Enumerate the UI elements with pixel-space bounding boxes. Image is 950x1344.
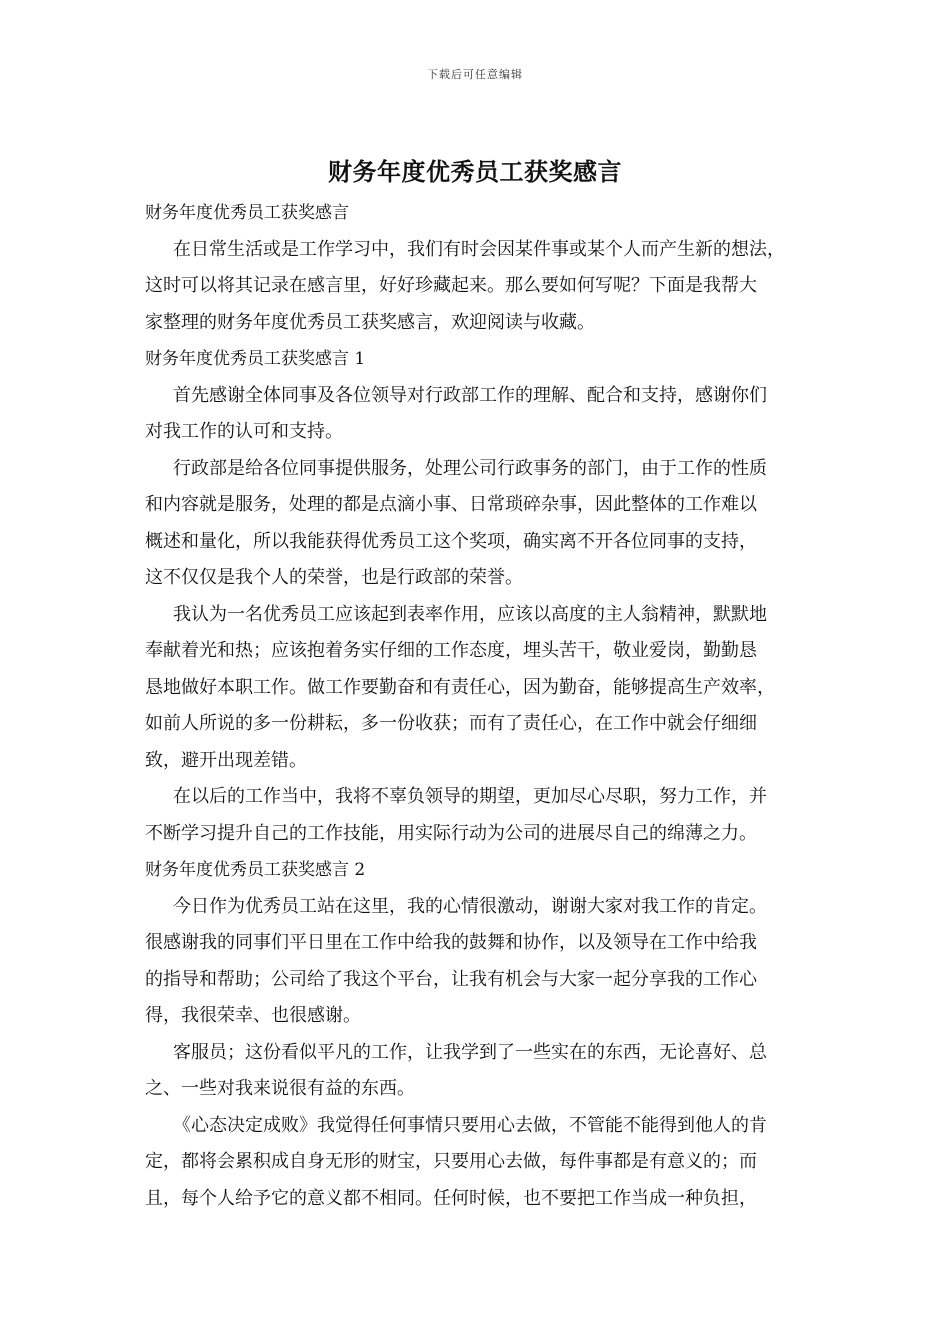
document-title: 财务年度优秀员工获奖感言 — [328, 157, 622, 186]
text-line: 且，每个人给予它的意义都不相同。任何时候，也不要把工作当成一种负担， — [145, 1187, 757, 1209]
text-line: 奉献着光和热；应该抱着务实仔细的工作态度，埋头苦干，敬业爱岗，勤勤恳 — [145, 640, 757, 661]
text-line: 对我工作的认可和支持。 — [145, 421, 343, 442]
text-line: 首先感谢全体同事及各位领导对行政部工作的理解、配合和支持，感谢你们 — [173, 384, 767, 406]
text-line: 定，都将会累积成自身无形的财宝，只要用心去做，每件事都是有意义的；而 — [145, 1151, 757, 1172]
text-line: 恳地做好本职工作。做工作要勤奋和有责任心，因为勤奋，能够提高生产效率， — [145, 676, 775, 698]
text-line: 这不仅仅是我个人的荣誉，也是行政部的荣誉。 — [145, 567, 523, 588]
text-line: 很感谢我的同事们平日里在工作中给我的鼓舞和协作，以及领导在工作中给我 — [145, 932, 757, 953]
text-line: 这时可以将其记录在感言里，好好珍藏起来。那么要如何写呢？下面是我帮大 — [145, 275, 757, 296]
header-note: 下载后可任意编辑 — [427, 68, 523, 81]
text-line: 家整理的财务年度优秀员工获奖感言，欢迎阅读与收藏。 — [145, 311, 595, 333]
section-heading: 财务年度优秀员工获奖感言 1 — [145, 349, 366, 369]
text-line: 在以后的工作当中，我将不辜负领导的期望，更加尽心尽职，努力工作，并 — [173, 786, 767, 807]
text-line: 致，避开出现差错。 — [145, 749, 307, 771]
text-line: 在日常生活或是工作学习中，我们有时会因某件事或某个人而产生新的想法， — [173, 238, 785, 260]
text-line: 如前人所说的多一份耕耘，多一份收获；而有了责任心，在工作中就会仔细细 — [145, 713, 757, 734]
text-line: 的指导和帮助；公司给了我这个平台，让我有机会与大家一起分享我的工作心 — [145, 968, 757, 990]
text-line: 我认为一名优秀员工应该起到表率作用，应该以高度的主人翁精神，默默地 — [173, 603, 767, 625]
document-body — [145, 195, 810, 1217]
text-line: 客服员；这份看似平凡的工作，让我学到了一些实在的东西，无论喜好、总 — [173, 1041, 767, 1063]
text-line: 概述和量化，所以我能获得优秀员工这个奖项，确实离不开各位同事的支持， — [145, 530, 757, 552]
text-line: 之、一些对我来说很有益的东西。 — [145, 1078, 415, 1099]
text-line: 得，我很荣幸、也很感谢。 — [145, 1005, 361, 1026]
text-line: 不断学习提升自己的工作技能，用实际行动为公司的进展尽自己的绵薄之力。 — [145, 822, 757, 844]
section-heading: 财务年度优秀员工获奖感言 2 — [145, 860, 366, 880]
text-line: 《心态决定成败》我觉得任何事情只要用心去做，不管能不能得到他人的肯 — [173, 1114, 767, 1136]
section-heading: 财务年度优秀员工获奖感言 — [145, 203, 349, 223]
text-line: 和内容就是服务，处理的都是点滴小事、日常琐碎杂事，因此整体的工作难以 — [145, 494, 757, 515]
text-line: 今日作为优秀员工站在这里，我的心情很激动，谢谢大家对我工作的肯定。 — [173, 895, 767, 917]
text-line: 行政部是给各位同事提供服务，处理公司行政事务的部门，由于工作的性质 — [173, 457, 767, 479]
